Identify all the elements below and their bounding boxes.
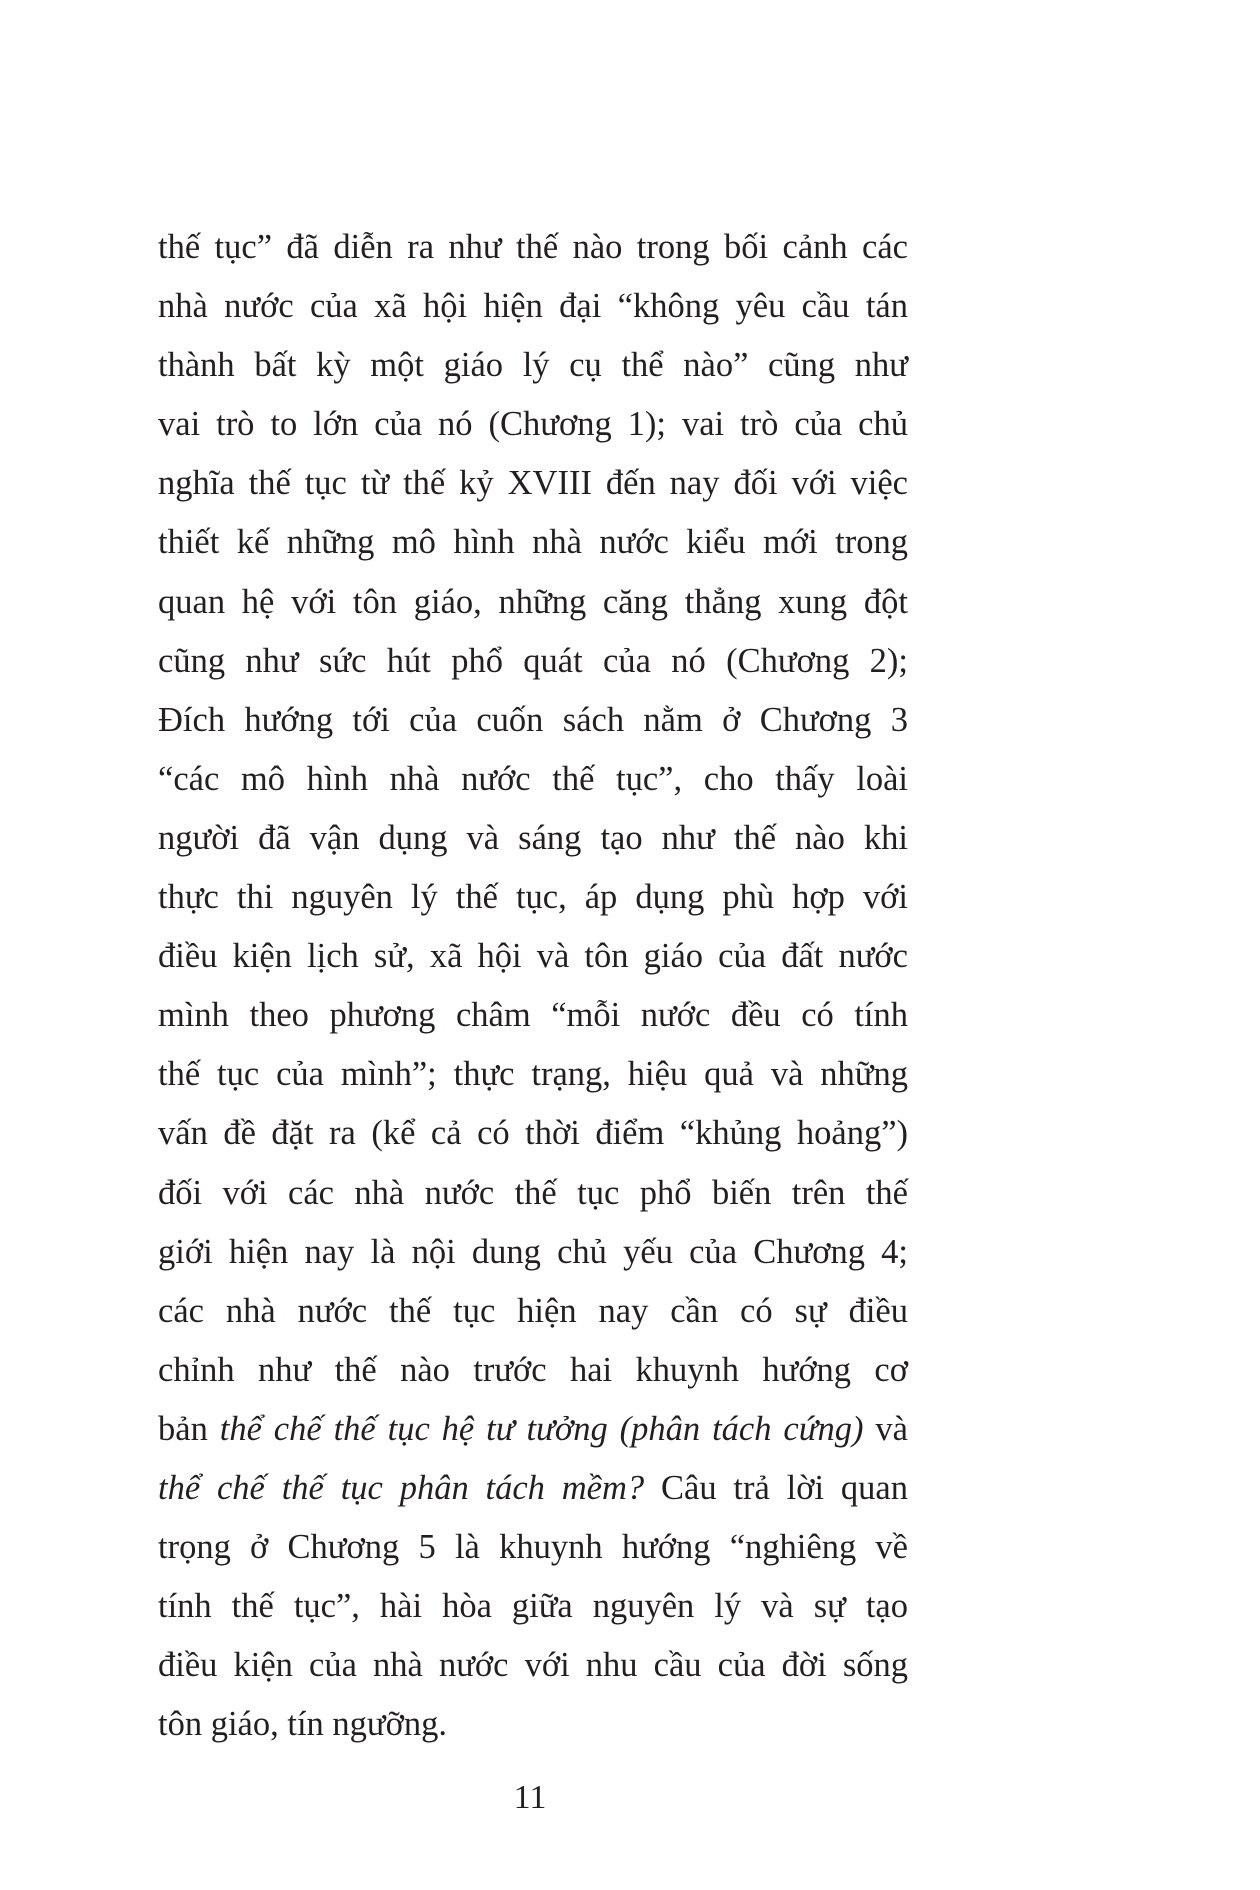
text-line-6: thiết kế những mô hình nhà nước kiểu mới trong xyxy=(158,523,908,562)
line-21-prefix: bản xyxy=(158,1409,220,1448)
text-line-8: cũng như sức hút phổ quát của nó (Chương 2); xyxy=(158,641,908,680)
text-line-4: vai trò to lớn của nó (Chương 1); vai trò của chủ xyxy=(158,405,908,444)
body-paragraph xyxy=(158,218,908,1754)
text-line-20: chỉnh như thế nào trước hai khuynh hướng cơ xyxy=(158,1350,908,1389)
text-line-19: các nhà nước thế tục hiện nay cần có sự điều xyxy=(158,1291,908,1330)
text-line-13: điều kiện lịch sử, xã hội và tôn giáo của đất nước xyxy=(158,937,908,976)
line-21-suffix: và xyxy=(863,1409,908,1448)
line-22-suffix: Câu trả lời quan xyxy=(644,1468,908,1507)
text-line-15: thế tục của mình”; thực trạng, hiệu quả và những xyxy=(158,1055,908,1094)
line-21-italic-term: thể chế thế tục hệ tư tưởng (phân tách cứng) xyxy=(219,1409,864,1448)
text-line-21 xyxy=(158,1400,908,1459)
text-line-18: giới hiện nay là nội dung chủ yếu của Chương 4; xyxy=(158,1232,908,1271)
text-line-24: tính thế tục”, hài hòa giữa nguyên lý và sự tạo xyxy=(158,1587,908,1626)
text-line-17: đối với các nhà nước thế tục phổ biến trên thế xyxy=(158,1173,908,1212)
text-line-2: nhà nước của xã hội hiện đại “không yêu cầu tán xyxy=(158,287,908,326)
text-line-11: người đã vận dụng và sáng tạo như thế nào khi xyxy=(158,818,908,857)
text-line-1: thế tục” đã diễn ra như thế nào trong bối cảnh các xyxy=(158,228,908,266)
text-line-22 xyxy=(158,1459,908,1518)
text-line-5: nghĩa thế tục từ thế kỷ XVIII đến nay đối với việc xyxy=(158,464,908,503)
page-number: 11 xyxy=(513,1779,547,1816)
text-line-10: “các mô hình nhà nước thế tục”, cho thấy loài xyxy=(158,759,908,798)
text-line-14: mình theo phương châm “mỗi nước đều có tính xyxy=(158,996,908,1035)
text-line-16: vấn đề đặt ra (kể cả có thời điểm “khủng hoảng”) xyxy=(158,1114,908,1153)
text-line-3: thành bất kỳ một giáo lý cụ thể nào” cũng như xyxy=(158,346,908,385)
line-22-italic-term: thể chế thế tục phân tách mềm? xyxy=(158,1468,645,1507)
text-line-9: Đích hướng tới của cuốn sách nằm ở Chương 3 xyxy=(158,700,908,739)
text-line-25: điều kiện của nhà nước với nhu cầu của đời sống xyxy=(158,1646,908,1685)
text-line-12: thực thi nguyên lý thế tục, áp dụng phù hợp với xyxy=(158,878,908,917)
text-line-26: tôn giáo, tín ngưỡng. xyxy=(158,1705,447,1744)
text-line-23: trọng ở Chương 5 là khuynh hướng “nghiêng về xyxy=(158,1528,908,1567)
text-line-7: quan hệ với tôn giáo, những căng thẳng xung đột xyxy=(158,582,908,621)
